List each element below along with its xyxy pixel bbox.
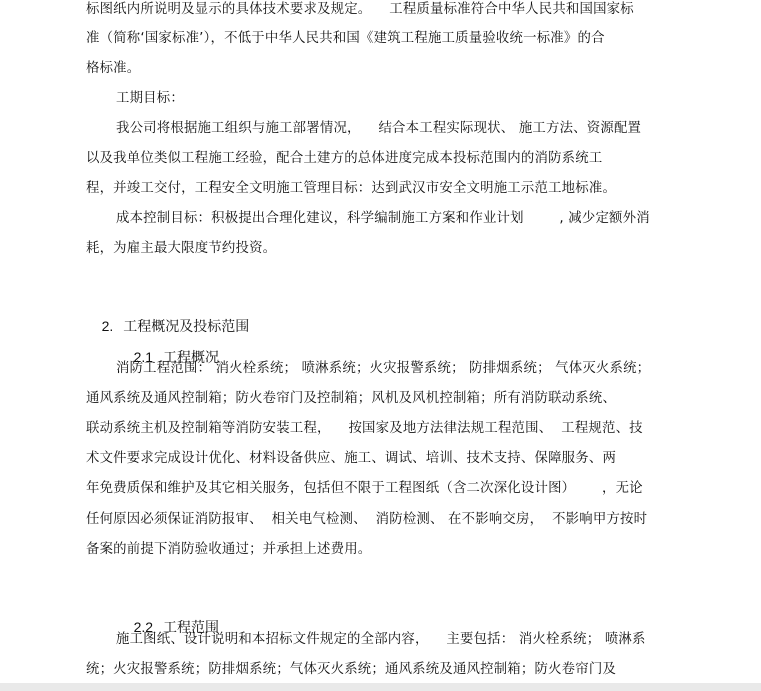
paragraph-line: 准（简称‘国家标准’），不低于中华人民共和国《建筑工程施工质量验收统一标准》的合 [86, 31, 605, 46]
paragraph-line: 任何原因必须保证消防报审、 相关电气检测、 消防检测、 在不影响交房， 不影响甲方按时 [86, 512, 648, 527]
paragraph-line: 施工图纸、设计说明和本招标文件规定的全部内容， 主要包括： 消火栓系统； 喷淋系 [116, 632, 646, 647]
section-title: 工程概况及投标范围 [123, 318, 250, 334]
page-bottom-edge [0, 683, 761, 691]
paragraph-line: 联动系统主机及控制箱等消防安装工程， 按国家及地方法律法规工程范围、 工程规范、技 [86, 421, 643, 436]
section-number: 2. [101, 318, 114, 334]
paragraph-line: 通风系统及通风控制箱；防火卷帘门及控制箱；风机及风机控制箱；所有消防联动系统、 [86, 391, 617, 406]
subsection-title: 工程范围 [163, 619, 220, 635]
paragraph-line: 备案的前提下消防验收通过；并承担上述费用。 [86, 542, 372, 557]
paragraph-line: 格标准。 [86, 61, 141, 76]
paragraph-line: 我公司将根据施工组织与施工部署情况， 结合本工程实际现状、 施工方法、资源配置 [116, 121, 642, 136]
paragraph-line: 耗，为雇主最大限度节约投资。 [86, 241, 277, 256]
subsection-number: 2.2 [133, 619, 154, 635]
subsection-title: 工程概况 [163, 349, 220, 365]
paragraph-line: 标图纸内所说明及显示的具体技术要求及规定。 工程质量标准符合中华人民共和国国家标 [86, 2, 634, 17]
paragraph-line: 成本控制目标：积极提出合理化建议，科学编制施工方案和作业计划 , 减少定额外消 [116, 211, 650, 226]
schedule-goal-label: 工期目标： [116, 91, 184, 106]
paragraph-line: 程，并竣工交付，工程安全文明施工管理目标：达到武汉市安全文明施工示范工地标准。 [86, 181, 617, 196]
paragraph-line: 统；火灾报警系统；防排烟系统；气体灭火系统；通风系统及通风控制箱；防火卷帘门及 [86, 662, 617, 677]
subsection-number: 2.1 [133, 349, 154, 365]
paragraph-line: 年免费质保和维护及其它相关服务，包括但不限于工程图纸（含二次深化设计图） ，无论 [86, 481, 643, 496]
paragraph-line: 术文件要求完成设计优化、材料设备供应、施工、调试、培训、技术支持、保障服务、两 [86, 451, 617, 466]
paragraph-line: 消防工程范围： 消火栓系统； 喷淋系统；火灾报警系统； 防排烟系统； 气体灭火系统； [116, 361, 651, 376]
paragraph-line: 以及我单位类似工程施工经验，配合土建方的总体进度完成本投标范围内的消防系统工 [86, 151, 603, 166]
